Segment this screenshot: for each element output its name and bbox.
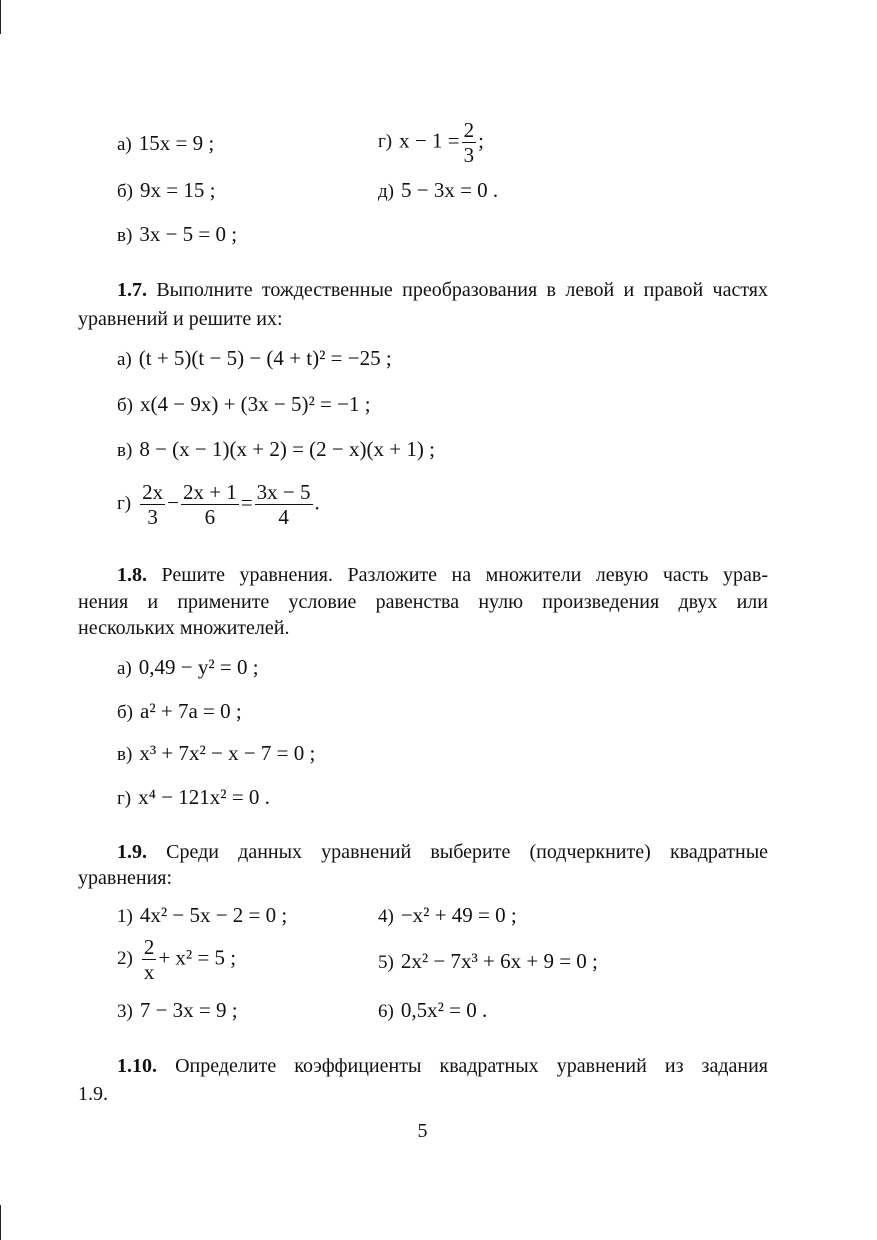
ex19-item-5: 5) 2x² − 7x³ + 6x + 9 = 0 ;: [378, 949, 598, 973]
ex18-statement-line3: нескольких множителей.: [78, 617, 290, 639]
ex19-statement-line2: уравнения:: [78, 867, 173, 889]
ex19-number: 1.9.: [117, 841, 147, 863]
ex19-item-4: 4) −x² + 49 = 0 ;: [378, 903, 517, 927]
ex110-statement-line1: 1.10. Определите коэффициенты квадратных уравнений из задания: [117, 1055, 768, 1077]
ex19-item-1: 1) 4x² − 5x − 2 = 0 ;: [117, 903, 288, 927]
ex19-item-3: 3) 7 − 3x = 9 ;: [117, 998, 238, 1022]
ex18-item-b: б) a² + 7a = 0 ;: [117, 699, 242, 723]
ex19-2-fraction: $\frac{2}{x}$: [143, 935, 155, 984]
ex19-statement-line1: 1.9. Среди данных уравнений выберите (подчеркните) квадратные: [117, 841, 769, 863]
ex19-item-2: 2) $\frac{2}{x}$ + x² = 5 ;: [117, 935, 237, 984]
crop-mark-bottom: [0, 1205, 1, 1240]
ex16-item-v: в) 3x − 5 = 0 ;: [117, 222, 238, 246]
ex18-number: 1.8.: [117, 564, 147, 586]
ex16-a-equation: 15x = 9 ;: [138, 131, 215, 155]
ex17-g-fraction-2: $\frac{2x + 1}{6}$: [182, 480, 237, 529]
ex110-number: 1.10.: [117, 1055, 157, 1077]
ex17-number: 1.7.: [117, 279, 147, 301]
ex17-statement: 1.7. Выполните тождественные преобразования в левой и правой частях уравнений и решите их:: [78, 279, 769, 330]
ex18-item-g: г) x⁴ − 121x² = 0 .: [117, 785, 270, 809]
ex17-item-v: в) 8 − (x − 1)(x + 2) = (2 − x)(x + 1) ;: [117, 437, 435, 461]
ex19-item-6: 6) 0,5x² = 0 .: [378, 998, 488, 1022]
ex16-item-g: г) x − 1 = $\frac{2}{3}$ ;: [378, 118, 484, 167]
ex17-item-g: г) $\frac{2x}{3}$ − $\frac{2x + 1}{6}$ = $\frac{3x - 5}{4}$ .: [117, 480, 320, 529]
ex110-statement-line2: 1.9.: [78, 1083, 108, 1105]
ex18-statement-line1: 1.8. Решите уравнения. Разложите на множители левую часть урав-: [117, 564, 769, 586]
page-number: 5: [417, 1120, 428, 1142]
ex17-item-a: а) (t + 5)(t − 5) − (4 + t)² = −25 ;: [117, 346, 392, 370]
ex16-item-b: б) 9x = 15 ;: [117, 178, 216, 202]
ex18-statement-line2: нения и примените условие равенства нулю произведения двух или: [78, 591, 768, 613]
ex16-item-d: д) 5 − 3x = 0 .: [378, 178, 499, 202]
crop-mark-top: [0, 0, 1, 34]
ex16-item-a: а) 15x = 9 ;: [117, 131, 215, 155]
ex17-g-fraction-3: $\frac{3x - 5}{4}$: [256, 480, 311, 529]
ex16-g-fraction: $\frac{2}{3}$: [463, 118, 475, 167]
ex17-item-b: б) x(4 − 9x) + (3x − 5)² = −1 ;: [117, 392, 371, 416]
ex17-g-fraction-1: $\frac{2x}{3}$: [142, 480, 164, 529]
ex18-item-v: в) x³ + 7x² − x − 7 = 0 ;: [117, 741, 316, 765]
ex18-item-a: а) 0,49 − y² = 0 ;: [117, 655, 259, 679]
